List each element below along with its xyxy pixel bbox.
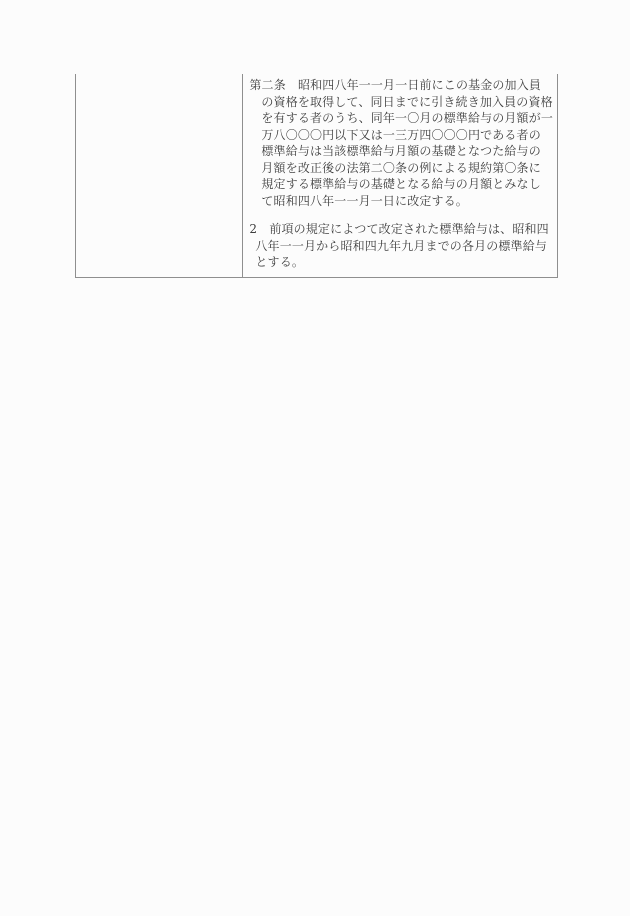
- article-2-paragraph-2: [249, 221, 553, 271]
- text-line: 標準給与は当該標準給与月額の基礎となつた給与の: [261, 144, 541, 158]
- text-line: て昭和四八年一一月一日に改定する。: [261, 193, 468, 208]
- table-right-cell: [243, 74, 557, 277]
- text-line: とする。: [255, 255, 304, 269]
- text-line: 第二条 昭和四八年一一月一日前にこの基金の加入員: [249, 78, 541, 92]
- text-line: 八年一一月から昭和四九年九月までの各月の標準給与: [255, 238, 547, 253]
- text-line: 月額を改正後の法第二〇条の例による規約第〇条に: [261, 160, 541, 175]
- provision-table: [75, 74, 558, 278]
- text-line: 万八〇〇〇円以下又は一三万四〇〇〇円である者の: [261, 127, 541, 142]
- text-line: 規定する標準給与の基礎となる給与の月額とみなし: [261, 177, 541, 191]
- text-line: の資格を取得して、同日までに引き続き加入員の資格: [261, 94, 553, 109]
- text-line: 2 前項の規定によつて改定された標準給与は、昭和四: [249, 222, 549, 236]
- table-left-cell: [76, 74, 243, 277]
- text-line: を有する者のうち、同年一〇月の標準給与の月額が一: [261, 111, 553, 125]
- article-2-paragraph-1: [249, 77, 553, 209]
